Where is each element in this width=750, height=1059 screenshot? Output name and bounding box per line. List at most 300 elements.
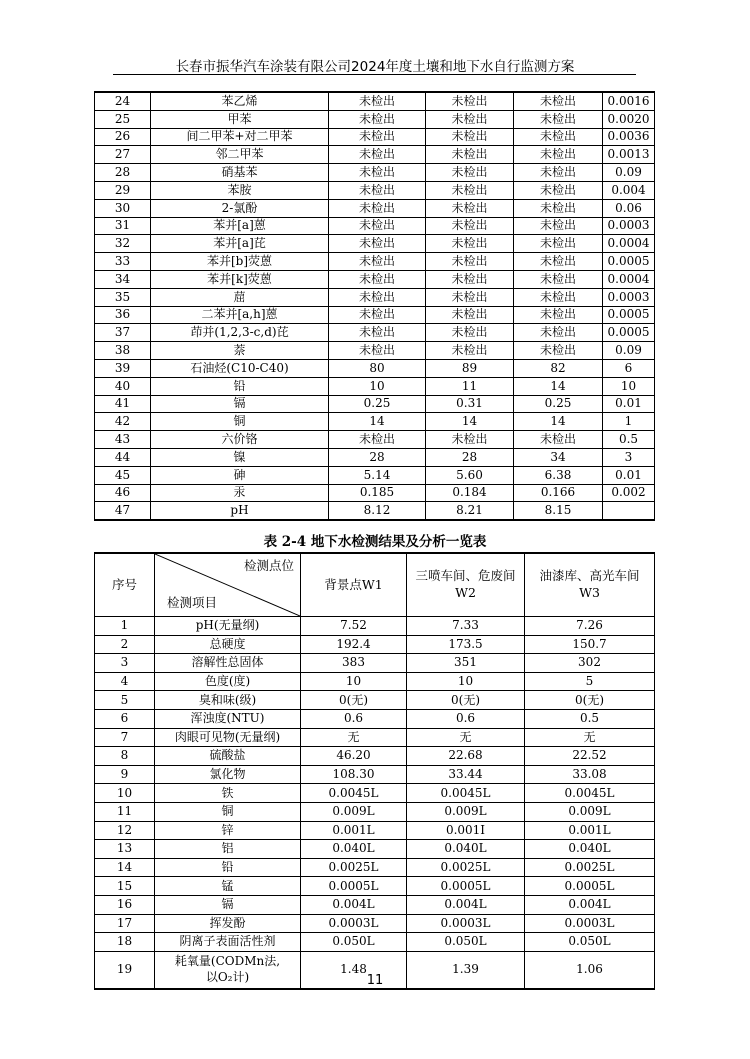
table-cell: 未检出 — [514, 253, 603, 271]
table-cell: 2 — [95, 635, 155, 654]
table-cell: 0.0005L — [407, 877, 525, 896]
table-cell: 1 — [95, 617, 155, 636]
table-row — [95, 253, 655, 271]
table-cell: 0.040L — [525, 840, 655, 859]
table-cell: 未检出 — [514, 288, 603, 306]
table-cell: 镍 — [151, 448, 329, 466]
table-cell: 0.004L — [525, 895, 655, 914]
table-cell: 27 — [95, 146, 151, 164]
header-detection-point: 检测点位 — [243, 558, 294, 573]
table-cell: 0.009L — [301, 802, 407, 821]
table-row — [95, 448, 655, 466]
table-cell: 0.0025L — [407, 858, 525, 877]
table-cell: 8.15 — [514, 502, 603, 520]
table-cell: 铜 — [155, 802, 301, 821]
table-cell: 未检出 — [426, 217, 514, 235]
table-cell: 26 — [95, 128, 151, 146]
table-cell: 45 — [95, 466, 151, 484]
table-cell: 0.050L — [301, 933, 407, 952]
table-cell: 未检出 — [514, 199, 603, 217]
table-cell: 0.0005 — [603, 253, 655, 271]
table-cell: 0.0003L — [301, 914, 407, 933]
table-cell: 29 — [95, 181, 151, 199]
header-divider — [113, 74, 636, 75]
table-cell: 14 — [514, 377, 603, 395]
table-cell: 47 — [95, 502, 151, 520]
table-cell: 未检出 — [426, 324, 514, 342]
table-row — [95, 821, 655, 840]
table-cell: 0.0045L — [525, 784, 655, 803]
table-cell: 汞 — [151, 484, 329, 502]
table-cell: 14 — [426, 413, 514, 431]
groundwater-results-table — [94, 552, 655, 990]
table-cell: 0.09 — [603, 164, 655, 182]
table-cell: 氯化物 — [155, 765, 301, 784]
header-w3 — [525, 553, 655, 617]
table-cell: 0.009L — [525, 802, 655, 821]
table-cell: 7.33 — [407, 617, 525, 636]
table-cell: 萘 — [151, 342, 329, 360]
table-cell: 未检出 — [426, 431, 514, 449]
table-cell: 0.09 — [603, 342, 655, 360]
table-cell: 苯乙烯 — [151, 92, 329, 110]
table-cell: 间二甲苯+对二甲苯 — [151, 128, 329, 146]
table-cell: 2-氯酚 — [151, 199, 329, 217]
table-cell: 0.0004 — [603, 235, 655, 253]
table-cell: 未检出 — [426, 306, 514, 324]
table-cell: 0(无) — [301, 691, 407, 710]
soil-results-body — [95, 92, 655, 520]
header-w2 — [407, 553, 525, 617]
table-cell: 未检出 — [514, 270, 603, 288]
table-cell: 82 — [514, 359, 603, 377]
table-cell: 1 — [603, 413, 655, 431]
table-cell: 未检出 — [426, 235, 514, 253]
table-cell: 0.002 — [603, 484, 655, 502]
table-row — [95, 466, 655, 484]
table-cell: 0.001L — [525, 821, 655, 840]
table-cell: 8 — [95, 747, 155, 766]
table-cell: 34 — [95, 270, 151, 288]
table-cell: 0.0045L — [407, 784, 525, 803]
table-cell: 0.0025L — [301, 858, 407, 877]
table-cell: 3 — [95, 654, 155, 673]
table-cell: 溶解性总固体 — [155, 654, 301, 673]
table-row — [95, 128, 655, 146]
table-cell: 硫酸盐 — [155, 747, 301, 766]
table-cell: 10 — [407, 672, 525, 691]
table-row — [95, 858, 655, 877]
table-cell: 0.001I — [407, 821, 525, 840]
table-cell: 铅 — [155, 858, 301, 877]
table-row — [95, 288, 655, 306]
table-cell: 1.39 — [407, 951, 525, 989]
table-cell: 32 — [95, 235, 151, 253]
table-cell: 36 — [95, 306, 151, 324]
table-cell: 未检出 — [426, 270, 514, 288]
table-cell: 未检出 — [426, 164, 514, 182]
table-cell: 铁 — [155, 784, 301, 803]
table-cell: 苯并[a]芘 — [151, 235, 329, 253]
table-cell: 未检出 — [514, 324, 603, 342]
header-w1: 背景点W1 — [301, 553, 407, 617]
table-cell: 10 — [301, 672, 407, 691]
table-row — [95, 146, 655, 164]
table-cell: 未检出 — [514, 92, 603, 110]
table-cell: 0.0005L — [525, 877, 655, 896]
table-row — [95, 672, 655, 691]
table-row — [95, 306, 655, 324]
table-row — [95, 502, 655, 520]
table-cell: 浑浊度(NTU) — [155, 709, 301, 728]
table-cell: 7.26 — [525, 617, 655, 636]
table-cell: 150.7 — [525, 635, 655, 654]
table-cell: 43 — [95, 431, 151, 449]
table-cell: 未检出 — [329, 431, 426, 449]
table-row — [95, 765, 655, 784]
table-cell: pH(无量纲) — [155, 617, 301, 636]
table-cell-line: 以O₂计) — [205, 969, 250, 984]
table-cell: 0.25 — [329, 395, 426, 413]
table-row — [95, 691, 655, 710]
table-cell: 镉 — [155, 895, 301, 914]
table-cell: 邻二甲苯 — [151, 146, 329, 164]
table-cell: 未检出 — [514, 342, 603, 360]
table-cell: 无 — [407, 728, 525, 747]
table-cell: 苯并[b]荧蒽 — [151, 253, 329, 271]
table-cell: 0.01 — [603, 466, 655, 484]
table-cell: 未检出 — [514, 164, 603, 182]
table-row — [95, 342, 655, 360]
table-cell: 未检出 — [426, 288, 514, 306]
table-cell: 未检出 — [426, 92, 514, 110]
table-cell: 38 — [95, 342, 151, 360]
table-cell: 0.050L — [525, 933, 655, 952]
table-cell: 总硬度 — [155, 635, 301, 654]
table-cell: 铝 — [155, 840, 301, 859]
table-cell: 未检出 — [426, 128, 514, 146]
table-cell: 未检出 — [329, 324, 426, 342]
table-cell: 383 — [301, 654, 407, 673]
header-diagonal-cell — [155, 553, 301, 617]
table-row — [95, 270, 655, 288]
table-cell: 7 — [95, 728, 155, 747]
table-cell: 茚并(1,2,3-c,d)芘 — [151, 324, 329, 342]
table-cell: 0.004L — [407, 895, 525, 914]
table-cell: 0.040L — [301, 840, 407, 859]
table-cell: 䓛 — [151, 288, 329, 306]
table-cell: 5.60 — [426, 466, 514, 484]
table-cell: 0.184 — [426, 484, 514, 502]
table-cell: 未检出 — [514, 306, 603, 324]
table-cell: 0.6 — [407, 709, 525, 728]
table-cell: 0.0013 — [603, 146, 655, 164]
table-cell: 未检出 — [426, 199, 514, 217]
table-cell: 无 — [525, 728, 655, 747]
table-cell: 0.0016 — [603, 92, 655, 110]
table-cell: 13 — [95, 840, 155, 859]
table-cell: 未检出 — [426, 110, 514, 128]
table-cell: 31 — [95, 217, 151, 235]
table-row — [95, 802, 655, 821]
table-cell: 0.0004 — [603, 270, 655, 288]
table-row — [95, 784, 655, 803]
table-cell: 未检出 — [426, 253, 514, 271]
table-cell: 46.20 — [301, 747, 407, 766]
table-cell: 28 — [95, 164, 151, 182]
table-cell: 未检出 — [329, 342, 426, 360]
table-cell: 0.0025L — [525, 858, 655, 877]
table-row — [95, 484, 655, 502]
table-cell: 44 — [95, 448, 151, 466]
table-cell: 35 — [95, 288, 151, 306]
table-cell: 10 — [603, 377, 655, 395]
table-row — [95, 110, 655, 128]
table-cell: 0.0003L — [407, 914, 525, 933]
table-cell: 14 — [514, 413, 603, 431]
table-row — [95, 877, 655, 896]
table-row — [95, 654, 655, 673]
table-caption: 表 2-4 地下水检测结果及分析一览表 — [263, 534, 487, 550]
table-cell: 苯胺 — [151, 181, 329, 199]
table-cell: 未检出 — [329, 181, 426, 199]
table-cell: 苯并[a]蒽 — [151, 217, 329, 235]
table-cell: 阴离子表面活性剂 — [155, 933, 301, 952]
table-cell: pH — [151, 502, 329, 520]
table-cell: 80 — [329, 359, 426, 377]
header-seq: 序号 — [95, 553, 155, 617]
table-cell: 7.52 — [301, 617, 407, 636]
table-cell: 0.25 — [514, 395, 603, 413]
table-cell: 5 — [525, 672, 655, 691]
table-cell: 未检出 — [514, 110, 603, 128]
table-cell: 未检出 — [329, 253, 426, 271]
table-cell: 1.48 — [301, 951, 407, 989]
table-cell: 0.001L — [301, 821, 407, 840]
table-cell-line: 耗氧量(CODMn法, — [174, 954, 281, 969]
table-cell: 0.31 — [426, 395, 514, 413]
table-cell: 未检出 — [514, 128, 603, 146]
table-cell: 12 — [95, 821, 155, 840]
table-cell: 硝基苯 — [151, 164, 329, 182]
table-cell: 17 — [95, 914, 155, 933]
page-number: 11 — [366, 973, 384, 988]
table-cell — [603, 502, 655, 520]
table-cell: 173.5 — [407, 635, 525, 654]
table-cell: 0.5 — [525, 709, 655, 728]
table-cell: 0(无) — [407, 691, 525, 710]
table-cell: 石油烃(C10-C40) — [151, 359, 329, 377]
groundwater-results-body — [95, 553, 655, 989]
table-cell: 8.12 — [329, 502, 426, 520]
table-cell: 5 — [95, 691, 155, 710]
table-row — [95, 395, 655, 413]
table-cell: 22.68 — [407, 747, 525, 766]
table-cell: 4 — [95, 672, 155, 691]
table-row — [95, 235, 655, 253]
table-cell: 28 — [329, 448, 426, 466]
table-cell: 0.0003 — [603, 288, 655, 306]
table-row — [95, 933, 655, 952]
table-cell: 0.0005L — [301, 877, 407, 896]
soil-results-table — [94, 91, 655, 521]
table-cell: 未检出 — [329, 217, 426, 235]
table-cell: 108.30 — [301, 765, 407, 784]
table-cell: 未检出 — [514, 217, 603, 235]
table-row — [95, 164, 655, 182]
table-cell: 0.0003 — [603, 217, 655, 235]
table-cell: 89 — [426, 359, 514, 377]
table-cell: 未检出 — [329, 164, 426, 182]
table-cell: 34 — [514, 448, 603, 466]
table-cell: 302 — [525, 654, 655, 673]
table-row — [95, 840, 655, 859]
table-cell: 8.21 — [426, 502, 514, 520]
table-cell: 41 — [95, 395, 151, 413]
table-cell: 0.0036 — [603, 128, 655, 146]
table-cell: 未检出 — [514, 235, 603, 253]
table-cell: 14 — [95, 858, 155, 877]
table-row — [95, 92, 655, 110]
table-cell: 0.009L — [407, 802, 525, 821]
table-cell: 0.0020 — [603, 110, 655, 128]
table-cell: 铜 — [151, 413, 329, 431]
table-cell: 1.06 — [525, 951, 655, 989]
table-cell: 22.52 — [525, 747, 655, 766]
table-cell: 未检出 — [514, 146, 603, 164]
table-cell: 未检出 — [426, 181, 514, 199]
table-cell: 42 — [95, 413, 151, 431]
table-cell: 无 — [301, 728, 407, 747]
table-cell: 苯并[k]荧蒽 — [151, 270, 329, 288]
table-cell: 33.44 — [407, 765, 525, 784]
header-detection-item: 检测项目 — [167, 595, 218, 611]
table-cell: 铅 — [151, 377, 329, 395]
table-cell: 0(无) — [525, 691, 655, 710]
table-cell: 0.5 — [603, 431, 655, 449]
table-cell: 0.0005 — [603, 306, 655, 324]
table-cell: 锌 — [155, 821, 301, 840]
table-row — [95, 181, 655, 199]
table-cell: 0.185 — [329, 484, 426, 502]
table-cell: 9 — [95, 765, 155, 784]
table-cell: 5.14 — [329, 466, 426, 484]
table-cell: 0.01 — [603, 395, 655, 413]
table-cell: 14 — [329, 413, 426, 431]
table-cell: 未检出 — [329, 146, 426, 164]
table-cell: 46 — [95, 484, 151, 502]
table-cell: 未检出 — [329, 199, 426, 217]
table-row — [95, 217, 655, 235]
table-cell: 0.0005 — [603, 324, 655, 342]
table-cell: 11 — [95, 802, 155, 821]
table-cell: 19 — [95, 951, 155, 989]
table-cell: 40 — [95, 377, 151, 395]
table-cell: 0.0003L — [525, 914, 655, 933]
table-cell: 351 — [407, 654, 525, 673]
page-header-title: 长春市振华汽车涂装有限公司2024年度土壤和地下水自行监测方案 — [175, 59, 575, 75]
table-cell: 28 — [426, 448, 514, 466]
table-row — [95, 895, 655, 914]
header-w2-line1: 三喷车间、危废间 — [415, 568, 516, 584]
table-cell: 192.4 — [301, 635, 407, 654]
table-cell: 0.004L — [301, 895, 407, 914]
table-cell: 未检出 — [426, 146, 514, 164]
table-row — [95, 635, 655, 654]
table-cell: 六价铬 — [151, 431, 329, 449]
table-row — [95, 914, 655, 933]
table-cell: 未检出 — [329, 288, 426, 306]
table-row — [95, 413, 655, 431]
table-cell: 未检出 — [329, 270, 426, 288]
table-cell: 0.166 — [514, 484, 603, 502]
table-cell: 33.08 — [525, 765, 655, 784]
table-cell: 0.06 — [603, 199, 655, 217]
table-cell: 25 — [95, 110, 151, 128]
table-cell: 镉 — [151, 395, 329, 413]
table-row — [95, 359, 655, 377]
table-cell: 24 — [95, 92, 151, 110]
table-cell: 未检出 — [514, 431, 603, 449]
table-row — [95, 728, 655, 747]
table-row — [95, 617, 655, 636]
table-cell: 10 — [95, 784, 155, 803]
table-cell: 10 — [329, 377, 426, 395]
table-cell: 未检出 — [426, 342, 514, 360]
table-cell: 39 — [95, 359, 151, 377]
table-cell: 未检出 — [329, 110, 426, 128]
table-cell: 6.38 — [514, 466, 603, 484]
table-cell: 15 — [95, 877, 155, 896]
header-w3-line1: 油漆库、高光车间 — [539, 568, 640, 584]
table-cell: 37 — [95, 324, 151, 342]
table-row — [95, 324, 655, 342]
table-row — [95, 709, 655, 728]
table-cell: 30 — [95, 199, 151, 217]
table-cell: 未检出 — [329, 128, 426, 146]
table-cell: 臭和味(级) — [155, 691, 301, 710]
header-w2-line2: W2 — [455, 585, 476, 600]
table-cell: 二苯并[a,h]蒽 — [151, 306, 329, 324]
table-cell: 未检出 — [514, 181, 603, 199]
table-cell: 色度(度) — [155, 672, 301, 691]
table-cell: 甲苯 — [151, 110, 329, 128]
table-cell: 18 — [95, 933, 155, 952]
table-cell: 3 — [603, 448, 655, 466]
table-cell: 肉眼可见物(无量纲) — [155, 728, 301, 747]
table-row — [95, 747, 655, 766]
table-cell: 6 — [603, 359, 655, 377]
table-cell: 未检出 — [329, 306, 426, 324]
table-header-row — [95, 553, 655, 617]
table-cell: 挥发酚 — [155, 914, 301, 933]
table-cell: 33 — [95, 253, 151, 271]
table-row — [95, 431, 655, 449]
header-w3-line2: W3 — [579, 585, 600, 600]
table-cell: 未检出 — [329, 92, 426, 110]
table-cell: 锰 — [155, 877, 301, 896]
table-cell: 0.050L — [407, 933, 525, 952]
table-cell: 6 — [95, 709, 155, 728]
table-cell: 0.0045L — [301, 784, 407, 803]
table-cell: 0.004 — [603, 181, 655, 199]
table-cell: 11 — [426, 377, 514, 395]
table-cell: 未检出 — [329, 235, 426, 253]
table-cell: 砷 — [151, 466, 329, 484]
table-row — [95, 377, 655, 395]
table-row — [95, 199, 655, 217]
table-cell: 16 — [95, 895, 155, 914]
